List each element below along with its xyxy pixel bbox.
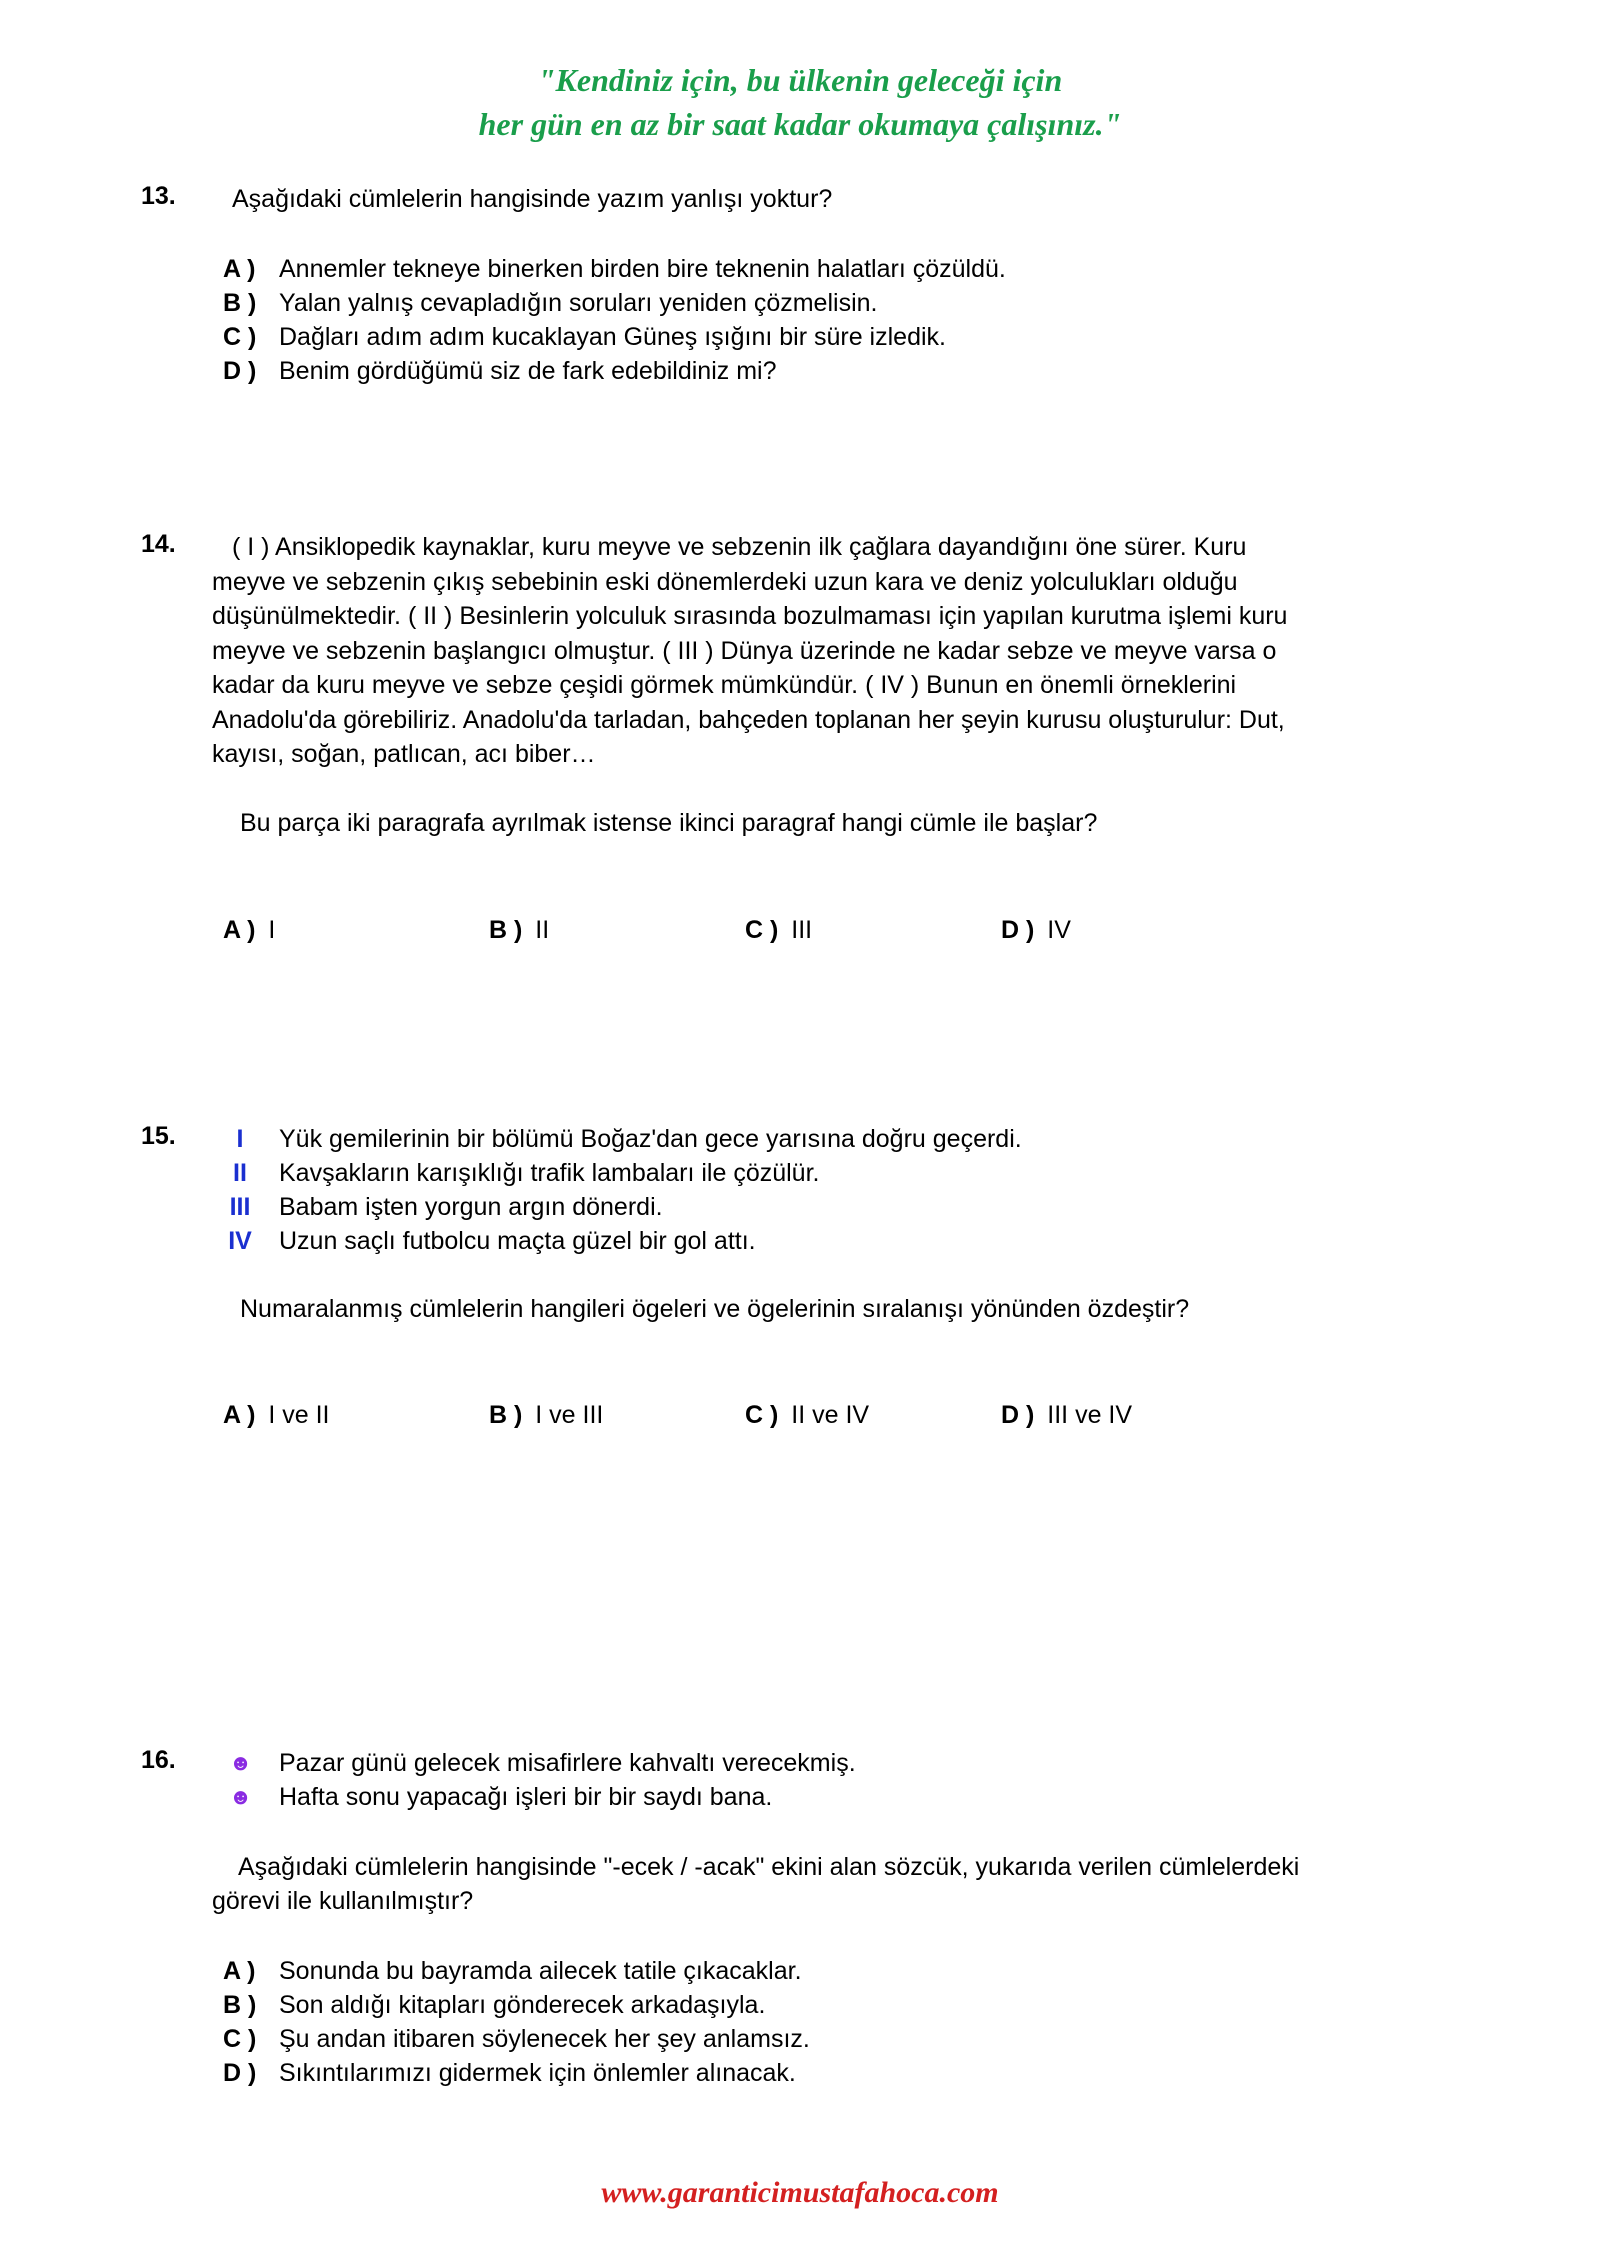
option-label: A ) [223, 916, 256, 944]
roman-numeral: I [236, 1125, 244, 1153]
statement-text: Uzun saçlı futbolcu maçta güzel bir gol attı. [279, 1227, 756, 1255]
option-label: A ) [223, 1957, 256, 1985]
header-quote [0, 58, 1600, 146]
question-prompt-line-2: görevi ile kullanılmıştır? [212, 1887, 474, 1915]
option-text: Dağları adım adım kucaklayan Güneş ışığını bir süre izledik. [279, 323, 946, 351]
option-text: Annemler tekneye binerken birden bire teknenin halatları çözüldü. [279, 255, 1006, 283]
header-quote-line-1: "Kendiniz için, bu ülkenin geleceği için [537, 62, 1063, 98]
option-label: D ) [223, 2059, 257, 2087]
option-c[interactable] [745, 1398, 869, 1432]
smiley-bullet-icon: ☻ [229, 1750, 253, 1775]
option-text: IV [1047, 916, 1071, 944]
option-a[interactable] [223, 1398, 330, 1432]
option-label: B ) [223, 289, 257, 317]
option-text: Sonunda bu bayramda ailecek tatile çıkacaklar. [279, 1957, 802, 1985]
roman-numeral: II [233, 1159, 247, 1187]
question-number: 15. [141, 1122, 176, 1150]
option-text: II [535, 916, 550, 944]
option-label: C ) [223, 323, 257, 351]
statement-text: Kavşakların karışıklığı trafik lambaları ile çözülür. [279, 1159, 820, 1187]
header-quote-line-2: her gün en az bir saat kadar okumaya çalışınız." [478, 106, 1122, 142]
example-text: Hafta sonu yapacağı işleri bir bir saydı bana. [279, 1783, 773, 1811]
option-text: III ve IV [1047, 1401, 1133, 1429]
roman-numeral: IV [228, 1227, 252, 1255]
option-text: Son aldığı kitapları gönderecek arkadaşıyla. [279, 1991, 766, 2019]
option-label: D ) [1001, 916, 1035, 944]
option-label: C ) [745, 1401, 779, 1429]
option-label: D ) [1001, 1401, 1035, 1429]
option-b[interactable] [489, 1398, 603, 1432]
question-number: 13. [141, 182, 176, 210]
statement-text: Yük gemilerinin bir bölümü Boğaz'dan gece yarısına doğru geçerdi. [279, 1125, 1022, 1153]
option-b[interactable] [489, 913, 549, 947]
option-label: A ) [223, 1401, 256, 1429]
question-stem: Aşağıdaki cümlelerin hangisinde yazım yanlışı yoktur? [232, 185, 833, 213]
paragraph-line-2: meyve ve sebzenin çıkış sebebinin eski dönemlerdeki uzun kara ve deniz yolculukları olduğu [212, 567, 1238, 596]
option-text: Benim gördüğümü siz de fark edebildiniz mi? [279, 357, 777, 385]
statement-text: Babam işten yorgun argın dönerdi. [279, 1193, 663, 1221]
footer-website-link[interactable]: www.garanticimustafahoca.com [601, 2176, 999, 2209]
question-prompt-line-1: Aşağıdaki cümlelerin hangisinde "-ecek / -acak" ekini alan sözcük, yukarıda verilen cümlelerdeki [238, 1853, 1300, 1881]
option-text: III [791, 916, 813, 944]
paragraph-line-6: Anadolu'da görebiliriz. Anadolu'da tarladan, bahçeden toplanan her şeyin kurusu oluşturulur: Dut, [212, 705, 1285, 734]
option-text: Şu andan itibaren söylenecek her şey anlamsız. [279, 2025, 810, 2053]
option-label: B ) [489, 1401, 523, 1429]
option-text: II ve IV [791, 1401, 870, 1429]
paragraph-line-1: ( I ) Ansiklopedik kaynaklar, kuru meyve ve sebzenin ilk çağlara dayandığını öne sürer. Kuru [232, 533, 1247, 561]
paragraph-line-5: kadar da kuru meyve ve sebze çeşidi görmek mümkündür. ( IV ) Bunun en önemli örneklerini [212, 671, 1237, 699]
option-label: C ) [223, 2025, 257, 2053]
option-label: D ) [223, 357, 257, 385]
smiley-bullet-icon: ☻ [229, 1784, 253, 1809]
option-c[interactable] [745, 913, 812, 947]
example-text: Pazar günü gelecek misafirlere kahvaltı verecekmiş. [279, 1749, 856, 1777]
option-text: I [268, 916, 276, 944]
paragraph-line-7: kayısı, soğan, patlıcan, acı biber… [212, 740, 596, 768]
option-text: Sıkıntılarımızı gidermek için önlemler alınacak. [279, 2059, 796, 2087]
question-number: 16. [141, 1746, 176, 1774]
option-text: I ve II [268, 1401, 330, 1429]
option-d[interactable] [1001, 1398, 1132, 1432]
option-label: B ) [489, 916, 523, 944]
option-label: C ) [745, 916, 779, 944]
option-d[interactable] [1001, 913, 1071, 947]
paragraph-line-3: düşünülmektedir. ( II ) Besinlerin yolculuk sırasında bozulmaması için yapılan kurutma işlemi kuru [212, 602, 1288, 630]
option-label: A ) [223, 255, 256, 283]
option-a[interactable] [223, 913, 275, 947]
roman-numeral: III [229, 1193, 251, 1221]
question-prompt: Numaralanmış cümlelerin hangileri ögeleri ve ögelerinin sıralanışı yönünden özdeştir? [240, 1295, 1190, 1323]
option-text: I ve III [535, 1401, 604, 1429]
question-prompt: Bu parça iki paragrafa ayrılmak istense ikinci paragraf hangi cümle ile başlar? [240, 809, 1098, 837]
option-text: Yalan yalnış cevapladığın soruları yeniden çözmelisin. [279, 289, 878, 317]
question-number: 14. [141, 530, 176, 558]
paragraph-line-4: meyve ve sebzenin başlangıcı olmuştur. ( III ) Dünya üzerinde ne kadar sebze ve meyve varsa o [212, 636, 1277, 665]
option-label: B ) [223, 1991, 257, 2019]
